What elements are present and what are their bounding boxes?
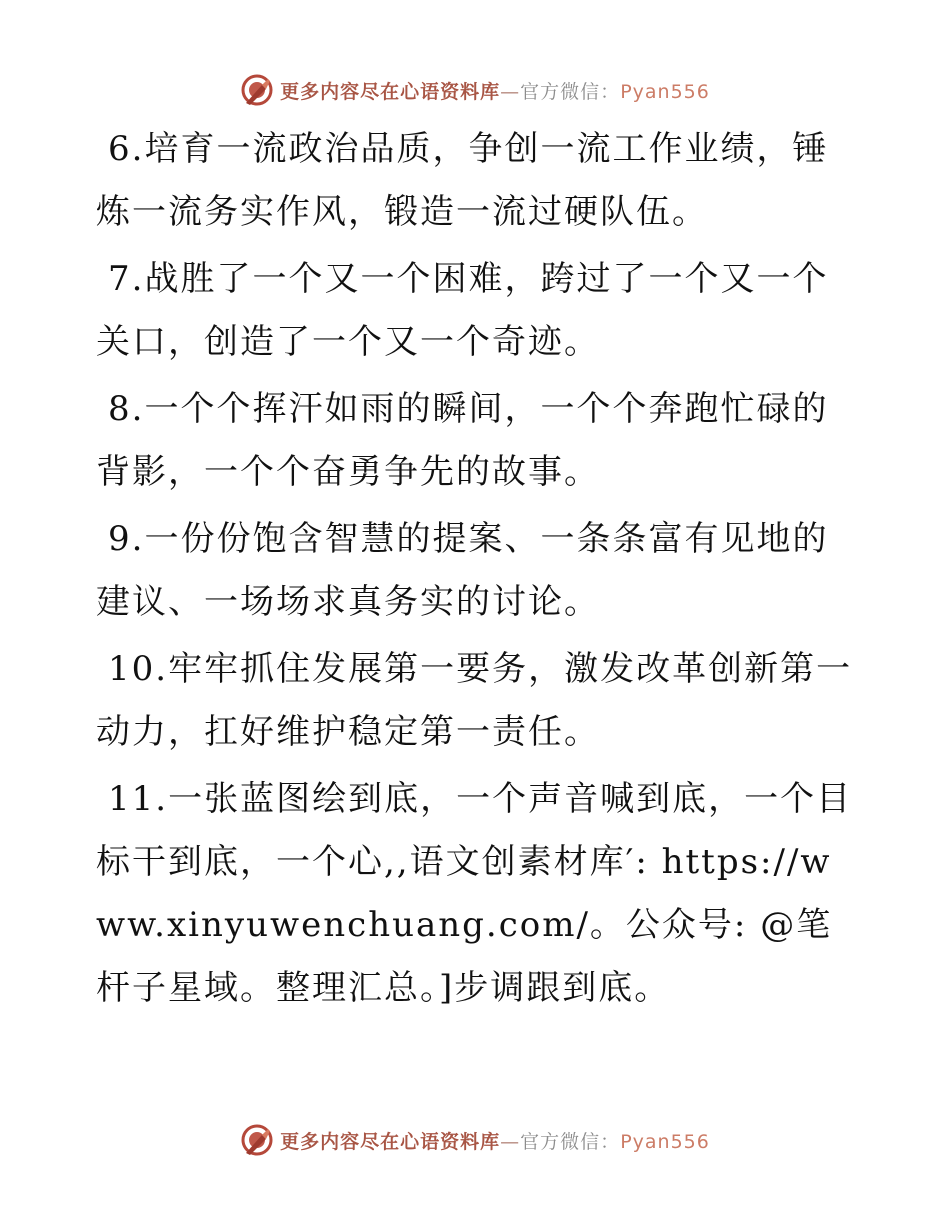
list-item: 7.战胜了一个又一个困难，跨过了一个又一个关口，创造了一个又一个奇迹。 [96,259,829,362]
banner-wechat-id: Pyan556 [620,80,710,103]
pen-logo-icon [240,1123,274,1157]
banner-text [280,77,710,104]
document-body [96,118,856,1024]
footer-banner [0,1120,950,1160]
banner-wechat-label: 官方微信： [520,80,621,103]
list-item: 6.培育一流政治品质，争创一流工作业绩，锤炼一流务实作风，锻造一流过硬队伍。 [96,129,829,232]
banner-title: 更多内容尽在心语资料库 [280,80,501,103]
pen-logo-icon [240,73,274,107]
banner-title: 更多内容尽在心语资料库 [280,1130,501,1153]
banner-wechat-id: Pyan556 [620,1130,710,1153]
banner-dash: — [500,80,521,103]
list-item: 11.一张蓝图绘到底，一个声音喊到底，一个目标干到底，一个心,,语文创素材库′: https://www.xinyuwenchuang.com/。公众号: @笔杆子星域。整理汇总。]步调跟到底。 [96,779,853,1008]
banner-wechat-label: 官方微信： [520,1130,621,1153]
list-item: 8.一个个挥汗如雨的瞬间，一个个奔跑忙碌的背影，一个个奋勇争先的故事。 [96,389,829,492]
header-banner [0,70,950,110]
list-item: 9.一份份饱含智慧的提案、一条条富有见地的建议、一场场求真务实的讨论。 [96,519,829,622]
banner-text [280,1127,710,1154]
list-item: 10.牢牢抓住发展第一要务，激发改革创新第一动力，扛好维护稳定第一责任。 [96,649,853,752]
banner-dash: — [500,1130,521,1153]
